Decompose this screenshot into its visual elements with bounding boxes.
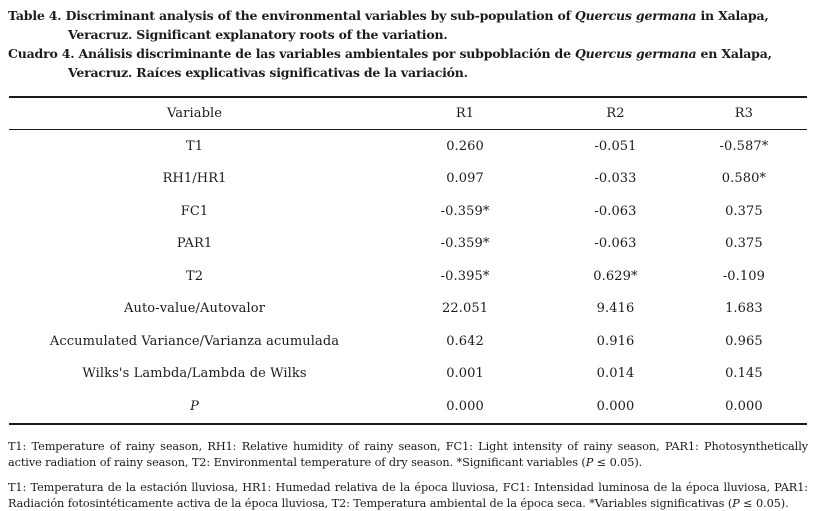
header-cell-variable: Variable — [167, 106, 223, 121]
cell-r1: -0.359* — [440, 203, 490, 219]
footnote-es-threshold: ≤ 0.05). — [739, 496, 789, 510]
species-name-es: Quercus germana — [574, 46, 697, 61]
table-row — [9, 195, 807, 228]
cell-variable: Auto-value/Autovalor — [124, 301, 266, 317]
caption-en-line1 — [8, 6, 810, 25]
footnote-en-text: T1: Temperature of rainy season, RH1: Relative humidity of rainy season, FC1: Light intensity of rainy season, PAR1: Photosynthetically active radiation of rainy season, T2: Environmental temperature of dry season. *Significant variables ( — [8, 439, 808, 469]
cell-variable: Wilks's Lambda/Lambda de Wilks — [82, 366, 307, 382]
cell-r3: 0.000 — [725, 398, 763, 414]
cell-r3: 0.375 — [725, 236, 763, 252]
cell-r2: 0.014 — [596, 366, 635, 382]
cell-r1: 0.000 — [446, 398, 484, 414]
cell-variable: PAR1 — [176, 236, 213, 252]
cell-r1: 0.001 — [446, 366, 484, 382]
cell-r1: 0.097 — [446, 171, 484, 187]
cell-r3: 1.683 — [725, 301, 763, 317]
table-row — [9, 390, 807, 423]
cell-r3: 0.965 — [725, 333, 763, 349]
cell-r2: -0.033 — [594, 171, 637, 187]
cell-r3: -0.587* — [719, 138, 769, 154]
footnote-en-threshold: ≤ 0.05). — [593, 455, 643, 469]
caption-en-line1-pre: Table 4. Discriminant analysis of the environmental variables by sub-population of — [8, 8, 575, 23]
table-row — [9, 163, 807, 196]
caption-es-line2: Veracruz. Raíces explicativas significativas de la variación. — [68, 65, 468, 80]
footnote-es-text: T1: Temperatura de la estación lluviosa, HR1: Humedad relativa de la época lluviosa, FC1: Intensidad luminosa de la época lluviosa, PAR1: Radiación fotosintéticamente activa de la época lluviosa, T2: Temperatura ambiental de la época seca. *Variables significativas ( — [8, 480, 808, 510]
caption-es-line1-post: en Xalapa, — [696, 46, 772, 61]
cell-r1: -0.359* — [440, 236, 490, 252]
cell-r1: 22.051 — [442, 301, 489, 317]
table-row — [9, 260, 807, 293]
cell-variable: RH1/HR1 — [162, 171, 227, 187]
footnote-en — [8, 439, 808, 471]
cell-r2: 0.916 — [596, 333, 635, 349]
species-name-en: Quercus germana — [574, 8, 697, 23]
caption-es-line1-pre: Cuadro 4. Análisis discriminante de las variables ambientales por subpoblación de — [8, 46, 575, 61]
cell-r2: -0.051 — [594, 138, 637, 154]
table-row — [9, 325, 807, 358]
cell-r3: 0.580* — [721, 171, 767, 187]
table-caption — [8, 6, 810, 82]
cell-r1: -0.395* — [440, 268, 490, 284]
cell-variable: FC1 — [180, 203, 209, 219]
caption-es-line1 — [8, 44, 810, 63]
header-cell-r3: R3 — [734, 106, 754, 121]
caption-en-line1-post: in Xalapa, — [696, 8, 769, 23]
cell-r1: 0.642 — [446, 333, 484, 349]
table-row — [9, 293, 807, 326]
header-cell-r1: R1 — [455, 106, 475, 121]
cell-r2: 0.000 — [596, 398, 635, 414]
cell-r2: -0.063 — [594, 203, 637, 219]
table-header-row — [9, 98, 807, 130]
table-row — [9, 228, 807, 261]
discriminant-analysis-table — [9, 96, 807, 425]
table-row — [9, 130, 807, 163]
caption-en-line2: Veracruz. Significant explanatory roots of the variation. — [68, 27, 448, 42]
cell-r1: 0.260 — [446, 138, 484, 154]
footnote-en-p-symbol: P — [585, 455, 594, 469]
cell-r2: -0.063 — [594, 236, 637, 252]
table-row — [9, 358, 807, 391]
cell-variable: T2 — [185, 268, 204, 284]
cell-variable: Accumulated Variance/Varianza acumulada — [49, 333, 340, 349]
footnote-es-p-symbol: P — [732, 496, 740, 510]
cell-variable: T1 — [185, 138, 204, 154]
cell-r2: 9.416 — [596, 301, 635, 317]
cell-r2: 0.629* — [593, 268, 638, 284]
cell-r3: 0.375 — [725, 203, 763, 219]
header-cell-r2: R2 — [606, 106, 625, 121]
cell-r3: 0.145 — [725, 366, 763, 382]
cell-r3: -0.109 — [722, 268, 766, 284]
footnotes — [8, 439, 808, 511]
cell-variable: P — [190, 398, 199, 414]
footnote-es — [8, 480, 808, 511]
